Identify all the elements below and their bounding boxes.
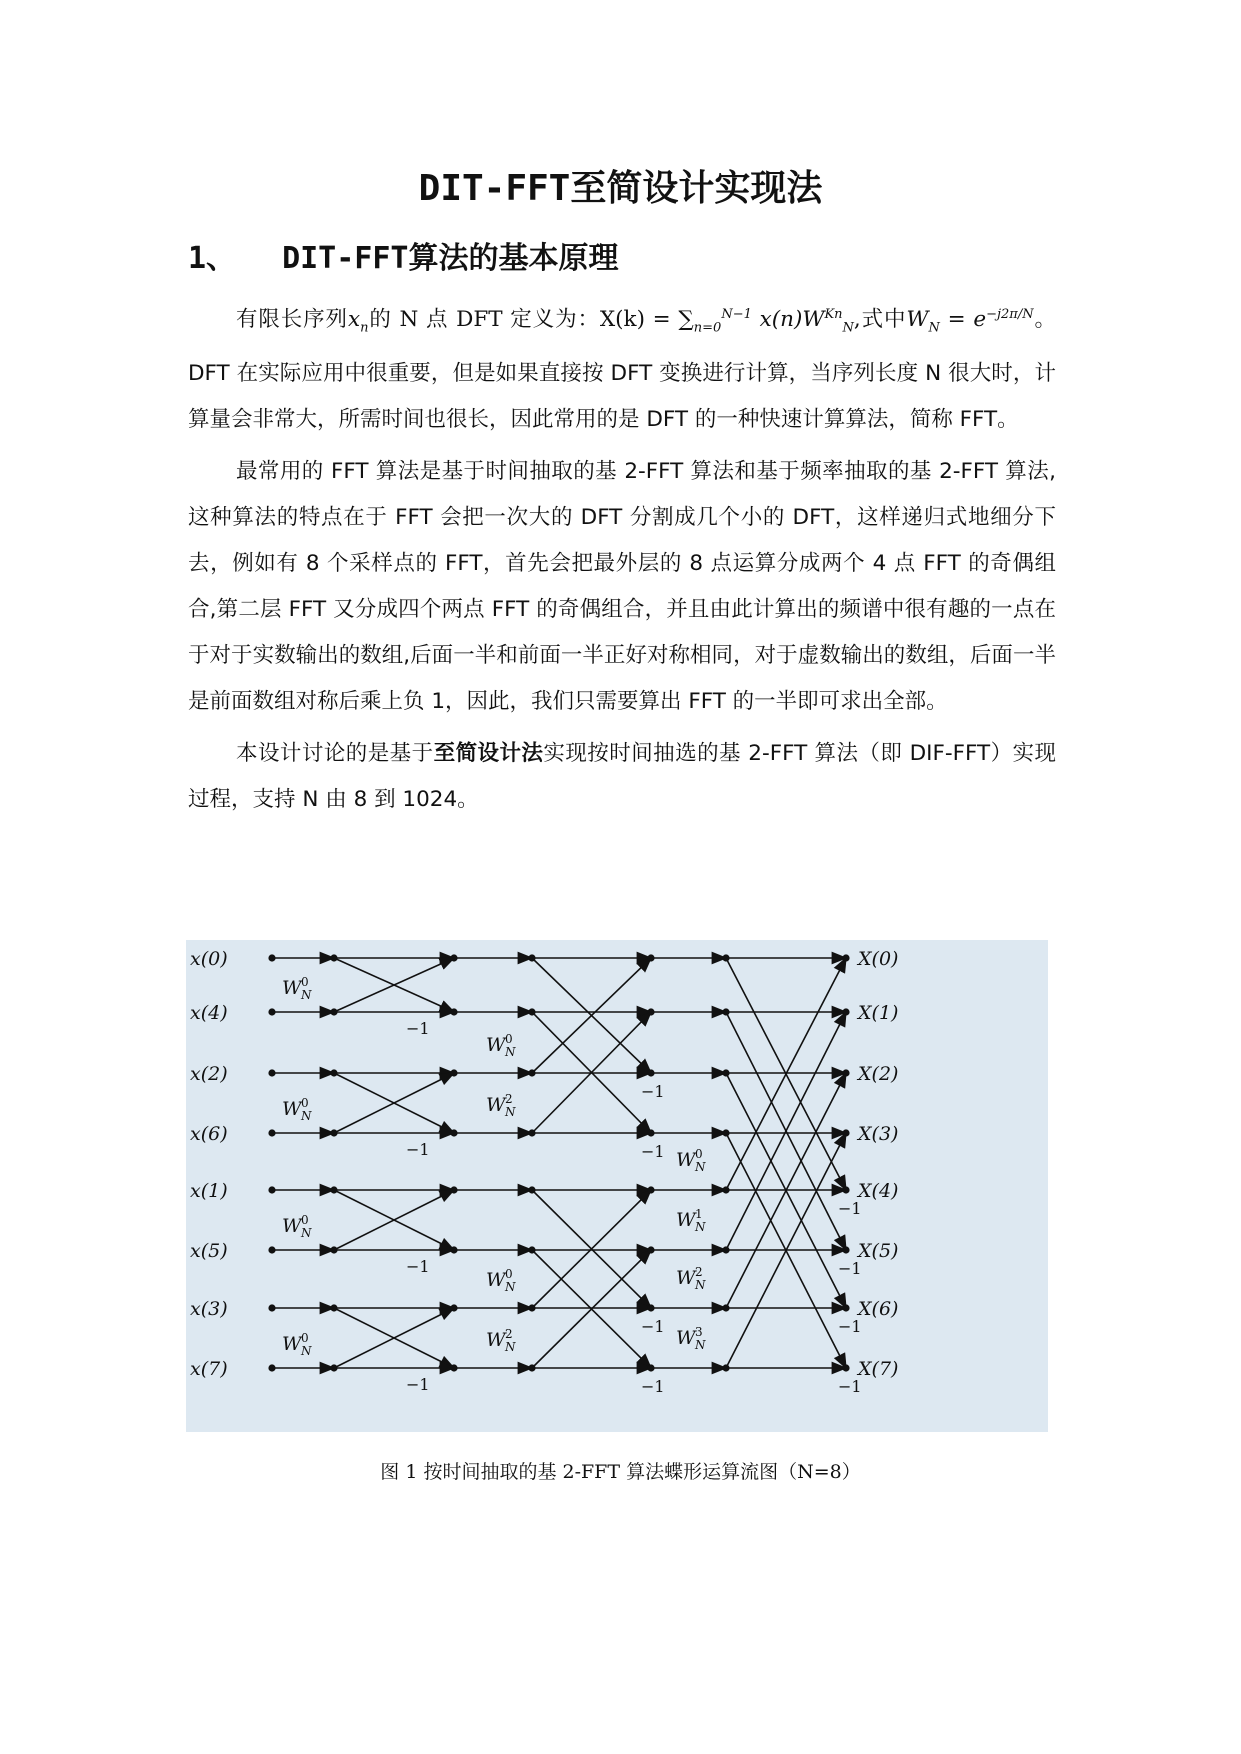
paragraph-dft-continuation: DFT 在实际应用中很重要，但是如果直接按 DFT 变换进行计算，当序列长度 N 很大时，计算量会非常大，所需时间也很长，因此常用的是 DFT 的一种快速计算算法，简称 FFT。 [188, 361, 1056, 433]
node [268, 1186, 275, 1193]
node [842, 1186, 849, 1193]
output-label: X(3) [858, 1123, 899, 1145]
section-number: 1、 [188, 241, 237, 276]
neg-one-label: −1 [641, 1317, 665, 1336]
node [647, 954, 654, 961]
paragraph-fft-algorithms: 最常用的 FFT 算法是基于时间抽取的基 2-FFT 算法和基于频率抽取的基 2-FFT 算法,这种算法的特点在于 FFT 会把一次大的 DFT 分割成几个小的 DFT，这样递归式地细分下去，例如有 8 个采样点的 FFT，首先会把最外层的 8 点运算分成两个 4 点 FFT 的奇偶组合,第二层 FFT 又分成四个两点 FFT 的奇偶组合，并且由此计算出的频谱中很有趣的一点在于对于实数输出的数组,后面一半和前面一半正好对称相同，对于虚数输出的数组，后面一半是前面数组对称后乘上负 1，因此，我们只需要算出 FFT 的一半即可求出全部。 [188, 459, 1056, 715]
twiddle-label: W [282, 1098, 302, 1120]
node [722, 1364, 729, 1371]
dft-formula: $X(k) = \sum_{n=0}^{N-1}$ $x(n)W^{Kn}_N$ [599, 307, 854, 336]
neg-one-label: −1 [838, 1259, 862, 1278]
input-label: x(7) [190, 1358, 228, 1380]
node [268, 1129, 275, 1136]
twiddle-label: W [486, 1094, 506, 1116]
node [330, 1246, 337, 1253]
twiddle-label: W [486, 1329, 506, 1351]
twiddle-label: W [676, 1267, 696, 1289]
paragraph-design-scope: 本设计讨论的是基于至简设计法实现按时间抽选的基 2-FFT 算法（即 DIF-FFT）实现过程，支持 N 由 8 到 1024。 [188, 741, 1056, 813]
figure-caption: 图 1 按时间抽取的基 2-FFT 算法蝶形运算流图（N=8） [380, 1461, 861, 1483]
twiddle-subscript: N [505, 1045, 516, 1059]
node [528, 1129, 535, 1136]
neg-one-label: −1 [406, 1257, 430, 1276]
node [842, 954, 849, 961]
twiddle-label: W [282, 1215, 302, 1237]
node [647, 1008, 654, 1015]
output-label: X(4) [858, 1180, 899, 1202]
body-text [188, 292, 1056, 829]
neg-one-label: −1 [406, 1375, 430, 1394]
node [330, 1008, 337, 1015]
twiddle-exponent: 0 [301, 1331, 309, 1345]
butterfly-diagram [186, 940, 1048, 1432]
node [842, 1008, 849, 1015]
node [450, 1069, 457, 1076]
node [842, 1069, 849, 1076]
node [528, 1008, 535, 1015]
twiddle-exponent: 2 [505, 1327, 513, 1341]
node [450, 1186, 457, 1193]
neg-one-label: −1 [838, 1199, 862, 1218]
node [722, 1129, 729, 1136]
node [647, 1304, 654, 1311]
twiddle-label: W [282, 977, 302, 999]
twiddle-subscript: N [695, 1338, 706, 1352]
input-label: x(5) [190, 1240, 228, 1262]
node [647, 1129, 654, 1136]
twiddle-subscript: N [695, 1220, 706, 1234]
twiddle-subscript: N [301, 1226, 312, 1240]
twiddle-subscript: N [301, 988, 312, 1002]
node [450, 954, 457, 961]
input-label: x(0) [190, 948, 228, 970]
output-label: X(2) [858, 1063, 899, 1085]
node [722, 1186, 729, 1193]
output-label: X(7) [858, 1358, 899, 1380]
twiddle-exponent: 2 [505, 1092, 513, 1106]
input-label: x(6) [190, 1123, 228, 1145]
node [842, 1304, 849, 1311]
node [268, 954, 275, 961]
node [330, 1129, 337, 1136]
butterfly-figure [186, 940, 1048, 1432]
node [268, 1008, 275, 1015]
twiddle-exponent: 0 [695, 1147, 703, 1161]
neg-one-label: −1 [838, 1317, 862, 1336]
node [330, 1304, 337, 1311]
twiddle-subscript: N [301, 1344, 312, 1358]
twiddle-subscript: N [695, 1160, 706, 1174]
node [330, 954, 337, 961]
twiddle-subscript: N [301, 1109, 312, 1123]
input-label: x(3) [190, 1298, 228, 1320]
paragraph-dft-definition: 有限长序列$x_n$的 N 点 DFT 定义为：$X(k) = \sum_{n=0}^{N-1}$ $x(n)W^{Kn}_N$,式中$W_N = e^{-j2\pi/N}$。DFT 在实际应用中很重要，但是如果直接按 DFT 变换进行计算，当序列长度 N 很大时，计算量会非常大，所需时间也很长，因此常用的是 DFT 的一种快速计算算法，简称 FFT。 [188, 307, 1056, 433]
node [450, 1364, 457, 1371]
twiddle-label: W [282, 1333, 302, 1355]
node [842, 1129, 849, 1136]
twiddle-subscript: N [695, 1278, 706, 1292]
twiddle-subscript: N [505, 1280, 516, 1294]
node [330, 1364, 337, 1371]
node [722, 954, 729, 961]
node [647, 1246, 654, 1253]
node [842, 1364, 849, 1371]
node [647, 1186, 654, 1193]
node [528, 1246, 535, 1253]
node [330, 1069, 337, 1076]
bold-term: 至简设计法 [433, 741, 544, 767]
neg-one-label: −1 [838, 1377, 862, 1396]
node [842, 1246, 849, 1253]
twiddle-exponent: 3 [695, 1325, 703, 1339]
twiddle-label: W [676, 1327, 696, 1349]
node [528, 1186, 535, 1193]
twiddle-subscript: N [505, 1105, 516, 1119]
node [450, 1129, 457, 1136]
node [528, 1069, 535, 1076]
twiddle-exponent: 0 [505, 1032, 513, 1046]
twiddle-label: W [486, 1034, 506, 1056]
twiddle-label: W [676, 1149, 696, 1171]
node [722, 1069, 729, 1076]
neg-one-label: −1 [406, 1140, 430, 1159]
node [647, 1364, 654, 1371]
section-title: DIT-FFT算法的基本原理 [282, 241, 619, 276]
node [450, 1008, 457, 1015]
twiddle-label: W [486, 1269, 506, 1291]
output-label: X(1) [858, 1002, 899, 1024]
node [528, 954, 535, 961]
input-label: x(4) [190, 1002, 228, 1024]
twiddle-subscript: N [505, 1340, 516, 1354]
node [528, 1364, 535, 1371]
twiddle-exponent: 0 [301, 1096, 309, 1110]
node [268, 1069, 275, 1076]
neg-one-label: −1 [641, 1082, 665, 1101]
node [268, 1304, 275, 1311]
output-label: X(5) [858, 1240, 899, 1262]
node [528, 1304, 535, 1311]
node [268, 1246, 275, 1253]
node [722, 1246, 729, 1253]
node [722, 1304, 729, 1311]
twiddle-exponent: 0 [505, 1267, 513, 1281]
twiddle-exponent: 1 [695, 1207, 703, 1221]
node [450, 1304, 457, 1311]
document-title: DIT-FFT至简设计实现法 [418, 168, 823, 209]
twiddle-exponent: 0 [301, 1213, 309, 1227]
twiddle-exponent: 0 [301, 975, 309, 989]
output-label: X(6) [858, 1298, 899, 1320]
input-label: x(1) [190, 1180, 228, 1202]
neg-one-label: −1 [641, 1142, 665, 1161]
node [268, 1364, 275, 1371]
section-heading [188, 233, 619, 277]
output-label: X(0) [858, 948, 899, 970]
neg-one-label: −1 [406, 1019, 430, 1038]
node [450, 1246, 457, 1253]
input-label: x(2) [190, 1063, 228, 1085]
node [330, 1186, 337, 1193]
twiddle-exponent: 2 [695, 1265, 703, 1279]
node [722, 1008, 729, 1015]
twiddle-label: W [676, 1209, 696, 1231]
node [647, 1069, 654, 1076]
neg-one-label: −1 [641, 1377, 665, 1396]
